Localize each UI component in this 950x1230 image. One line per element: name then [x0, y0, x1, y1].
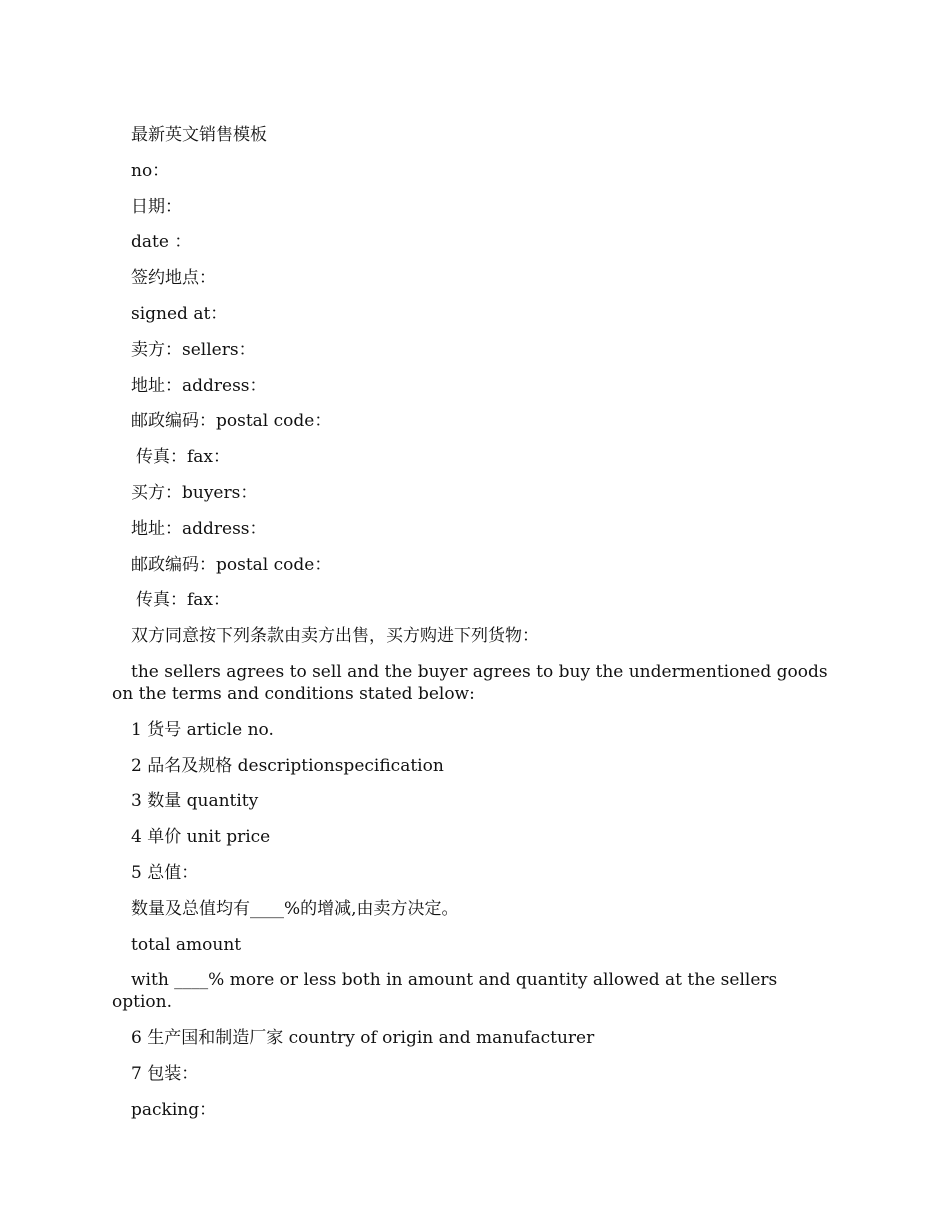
clause-unit-price: 4 单价 unit price: [131, 827, 271, 848]
clause-total-value: 5 总值：: [131, 862, 199, 883]
field-seller-fax: 传真：fax：: [136, 447, 231, 468]
agreement-cn: 双方同意按下列条款由卖方出售，买方购进下列货物：: [131, 626, 539, 647]
field-sellers: 卖方：sellers：: [131, 339, 256, 360]
clause-total-amount-en: total amount: [131, 934, 242, 955]
field-signed-place-cn: 签约地点：: [131, 268, 216, 289]
clause-quantity: 3 数量 quantity: [131, 791, 259, 812]
clause-article-no: 1 货号 article no.: [131, 719, 274, 740]
clause-description-specification: 2 品名及规格 descriptionspecification: [131, 755, 444, 776]
clause-total-tolerance-en: with ____% more or less both in amount and quantity allowed at the sellers option.: [112, 970, 783, 1013]
field-signed-at-en: signed at：: [131, 303, 228, 324]
clause-country-of-origin: 6 生产国和制造厂家 country of origin and manufacturer: [131, 1028, 595, 1049]
clause-packing-cn: 7 包装：: [131, 1063, 199, 1084]
field-no: no：: [131, 160, 170, 181]
field-date-cn: 日期：: [131, 196, 182, 217]
field-date-en: date ：: [131, 232, 192, 253]
field-buyer-postal-code: 邮政编码：postal code：: [131, 554, 332, 575]
clause-total-tolerance-cn: 数量及总值均有____%的增减,由卖方决定。: [131, 898, 459, 919]
field-seller-address: 地址：address：: [131, 375, 267, 396]
document-title: 最新英文销售模板: [131, 125, 267, 145]
agreement-en: the sellers agrees to sell and the buyer agrees to buy the undermentioned goods on the terms and conditions stated below:: [112, 661, 833, 704]
field-buyers: 买方：buyers：: [131, 482, 258, 503]
field-buyer-address: 地址：address：: [131, 518, 267, 539]
field-buyer-fax: 传真：fax：: [136, 590, 231, 611]
field-seller-postal-code: 邮政编码：postal code：: [131, 411, 332, 432]
clause-packing-en: packing：: [131, 1099, 217, 1120]
